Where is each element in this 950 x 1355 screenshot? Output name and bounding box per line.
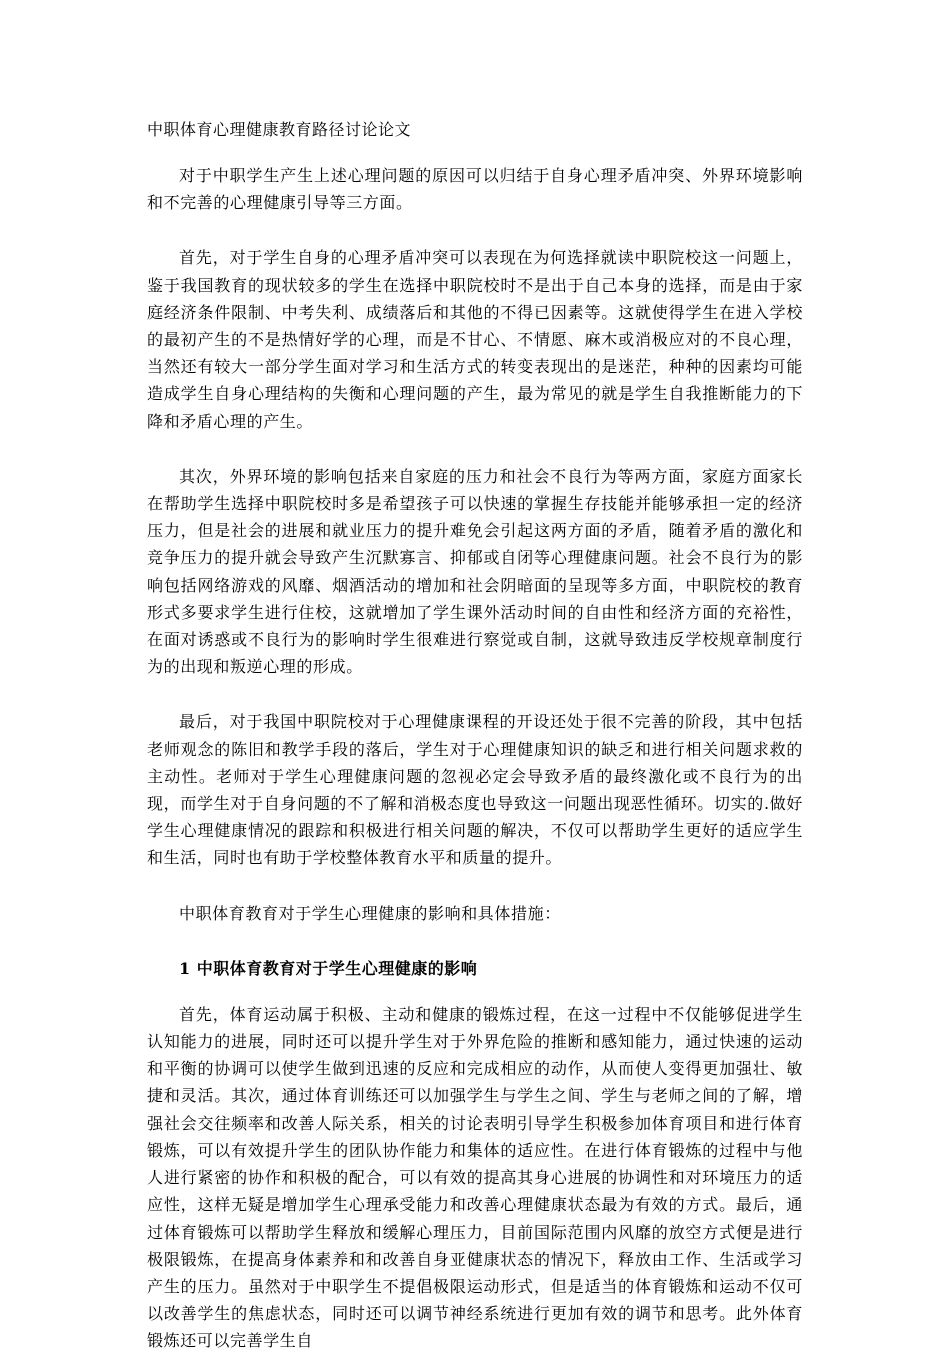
paragraph-pe-influence: 首先，体育运动属于积极、主动和健康的锻炼过程，在这一过程中不仅能够促进学生认知能力的进展，同时还可以提升学生对于外界危险的推断和感知能力，通过快速的运动和平衡的协调可以使学生做到迅速的反应和完成相应的动作，从而使人变得更加强壮、敏捷和灵活。其次，通过体育训练还可以加强学生与学生之间、学生与老师之间的了解，增强社会交往频率和改善人际关系，相关的讨论表明引导学生积极参加体育项目和进行体育锻炼，可以有效提升学生的团队协作能力和集体的适应性。在进行体育锻炼的过程中与他人进行紧密的协作和积极的配合，可以有效的提高其身心进展的协调性和对环境压力的适应性，这样无疑是增加学生心理承受能力和改善心理健康状态最为有效的方式。最后，通过体育锻炼可以帮助学生释放和缓解心理压力，目前国际范围内风靡的放空方式便是进行极限锻炼，在提高身体素养和和改善自身亚健康状态的情况下，释放由工作、生活或学习产生的压力。虽然对于中职学生不提倡极限运动形式，但是适当的体育锻炼和运动不仅可以改善学生的焦虑状态，同时还可以调节神经系统进行更加有效的调节和思考。此外体育锻炼还可以完善学生自 bbox=[147, 1004, 803, 1351]
paragraph-guidance-deficiency: 最后，对于我国中职院校对于心理健康课程的开设还处于很不完善的阶段，其中包括老师观念的陈旧和教学手段的落后，学生对于心理健康知识的缺乏和进行相关问题求救的主动性。老师对于学生心理健康问题的忽视必定会导致矛盾的最终激化或不良行为的出现，而学生对于自身问题的不了解和消极态度也导致这一问题出现恶性循环。切实的.做好学生心理健康情况的跟踪和积极进行相关问题的解决，不仅可以帮助学生更好的适应学生和生活，同时也有助于学校整体教育水平和质量的提升。 bbox=[147, 712, 803, 868]
paragraph-causes-intro: 对于中职学生产生上述心理问题的原因可以归结于自身心理矛盾冲突、外界环境影响和不完善的心理健康引导等三方面。 bbox=[147, 166, 803, 213]
document-title: 中职体育心理健康教育路径讨论论文 bbox=[147, 120, 412, 139]
document-body bbox=[147, 116, 803, 1355]
paragraph-measures-intro: 中职体育教育对于学生心理健康的影响和具体措施： bbox=[179, 903, 561, 923]
paragraph-external-environment: 其次，外界环境的影响包括来自家庭的压力和社会不良行为等两方面，家庭方面家长在帮助学生选择中职院校时多是希望孩子可以快速的掌握生存技能并能够承担一定的经济压力，但是社会的进展和就业压力的提升难免会引起这两方面的矛盾，随着矛盾的激化和竞争压力的提升就会导致产生沉默寡言、抑郁或自闭等心理健康问题。社会不良行为的影响包括网络游戏的风靡、烟酒活动的增加和社会阴暗面的呈现等多方面，中职院校的教育形式多要求学生进行住校，这就增加了学生课外活动时间的自由性和经济方面的充裕性，在面对诱惑或不良行为的影响时学生很难进行察觉或自制，这就导致违反学校规章制度行为的出现和叛逆心理的形成。 bbox=[147, 466, 803, 677]
paragraph-self-conflict: 首先，对于学生自身的心理矛盾冲突可以表现在为何选择就读中职院校这一问题上，鉴于我国教育的现状较多的学生在选择中职院校时不是出于自己本身的选择，而是由于家庭经济条件限制、中考失利、成绩落后和其他的不得已因素等。这就使得学生在进入学校的最初产生的不是热情好学的心理，而是不甘心、不情愿、麻木或消极应对的不良心理，当然还有较大一部分学生面对学习和生活方式的转变表现出的是迷茫，种种的因素均可能造成学生自身心理结构的失衡和心理问题的产生，最为常见的就是学生自我推断能力的下降和矛盾心理的产生。 bbox=[147, 248, 803, 431]
section-heading: 1 中职体育教育对于学生心理健康的影响 bbox=[179, 958, 478, 978]
